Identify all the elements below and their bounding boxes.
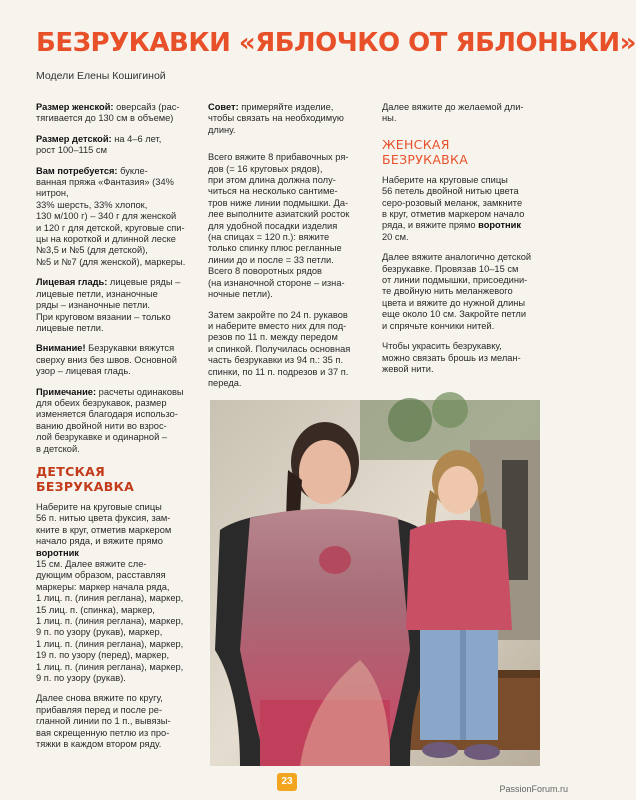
advice-paragraph: Совет: примеряйте изделие, чтобы связать на необходимую длину. [208,102,344,135]
watermark: PassionForum.ru [499,784,568,794]
note-paragraph: Примечание: расчеты одинаковы для обеих безрукавок, размер изменяется благодаря использо- ванию двойной нити во взрос- лой безрукавке и одинарной – в детской. [36,386,184,454]
brooch-paragraph: Чтобы украсить безрукавку, можно связать брошь из мелан- жевой нити. [382,341,521,374]
size-women-paragraph: Размер женской: оверсайз (рас- тягивается до 130 см в объеме) [36,102,180,124]
size-kids-label: Размер детской: [36,133,112,144]
armhole-paragraph: Затем закройте по 24 п. рукавов и наберите вместо них для под- резов по 11 п. между передом и спинкой. Получилась основная часть безрукавки из 94 п.: 35 п. спинки, по 11 п. подрезов и 37 п. переда. [208,309,351,388]
column-left [36,102,208,760]
materials-label: Вам потребуется: [36,165,118,176]
models-photo-illustration [210,400,540,766]
increase-paragraph: Всего вяжите 8 прибавочных ря- дов (= 16 круговых рядов), при этом длина должна полу- читься на несколько сантиме- тров ниже линии подмышки. Да- лее выполните азиатский росток для удобной посадки изделия (на спицах = 120 п.): вяжите только спинку плюс регланные линии до и после = 33 петли. Всего 8 поворотных рядов (на изнаночной стороне – изна- ночные петли). [208,152,350,300]
kids-instructions: Наберите на круговые спицы 56 п. нитью цвета фуксия, зам- кните в круг, отметив маркером начало ряда, и вяжите прямо воротник 15 см. Далее вяжите сле- дующим образом, расставляя маркеры: маркер начала ряда, 1 лиц. п. (линия реглана), маркер, 15 лиц. п. (спинка), маркер, 1 лиц. п. (линия реглана), маркер, 9 п. по узору (рукав), маркер, 1 лиц. п. (линия реглана), маркер, 19 п. по узору (перед), маркер, 1 лиц. п. (линия реглана), маркер, 9 п. по узору (рукав). [36,501,184,684]
column-middle [208,102,378,398]
stitch-label: Лицевая гладь: [36,277,108,288]
models-photo [210,400,540,766]
advice-label: Совет: [208,102,239,112]
page-title: БЕЗРУКАВКИ «ЯБЛОЧКО ОТ ЯБЛОНЬКИ» [36,28,636,58]
stitch-paragraph: Лицевая гладь: лицевые ряды – лицевые петли, изнаночные ряды – изнаночные петли. При круговом вязании – только лицевые петли. [36,277,181,333]
page-subtitle: Модели Елены Кошигиной [36,70,166,82]
note-label: Примечание: [36,386,97,397]
length-paragraph: Далее вяжите до желаемой дли- ны. [382,102,524,124]
attention-label: Внимание! [36,343,86,354]
women-instructions: Наберите на круговые спицы 56 петель двойной нитью цвета серо-розовый меланж, замкните в круг, отметив маркером начало ряда, и вяжите прямо воротник 20 см. [382,174,525,242]
page-number: 23 [277,773,297,791]
attention-paragraph: Внимание! Безрукавки вяжутся сверху вниз без швов. Основной узор – лицевая гладь. [36,343,177,377]
kids-instructions-continued: Далее снова вяжите по кругу, прибавляя перед и после ре- глaнной линии по 1 п., вывязы- вая скрещенную петлю из про- тяжки в каждом втором ряду. [36,693,171,750]
kids-vest-heading: ДЕТСКАЯ БЕЗРУКАВКА [36,463,135,494]
size-kids-paragraph: Размер детской: на 4–6 лет, рост 100–115 см [36,133,162,156]
size-women-label: Размер женской: [36,102,114,112]
women-vest-heading: ЖЕНСКАЯ БЕЗРУКАВКА [382,136,469,167]
materials-paragraph: Вам потребуется: букле- ванная пряжа «Фантазия» (34% нитрон, 33% шерсть, 33% хлопок, 130 м/100 г) – 340 г для женской и 120 г для детской, круговые спи- цы на короткой и длинной леске №3,5 и №5 (для детской), №5 и №7 (для женской), маркеры. [36,165,186,267]
column-right [382,102,552,384]
women-continue-paragraph: Далее вяжите аналогично детской безрукавке. Провязав 10–15 см от линии подмышки, присоедини- те двойную нить меланжевого цвета и вяжите до нужной длины еще около 10 см. Закройте петли и спрячьте кончики нитей. [382,252,532,331]
